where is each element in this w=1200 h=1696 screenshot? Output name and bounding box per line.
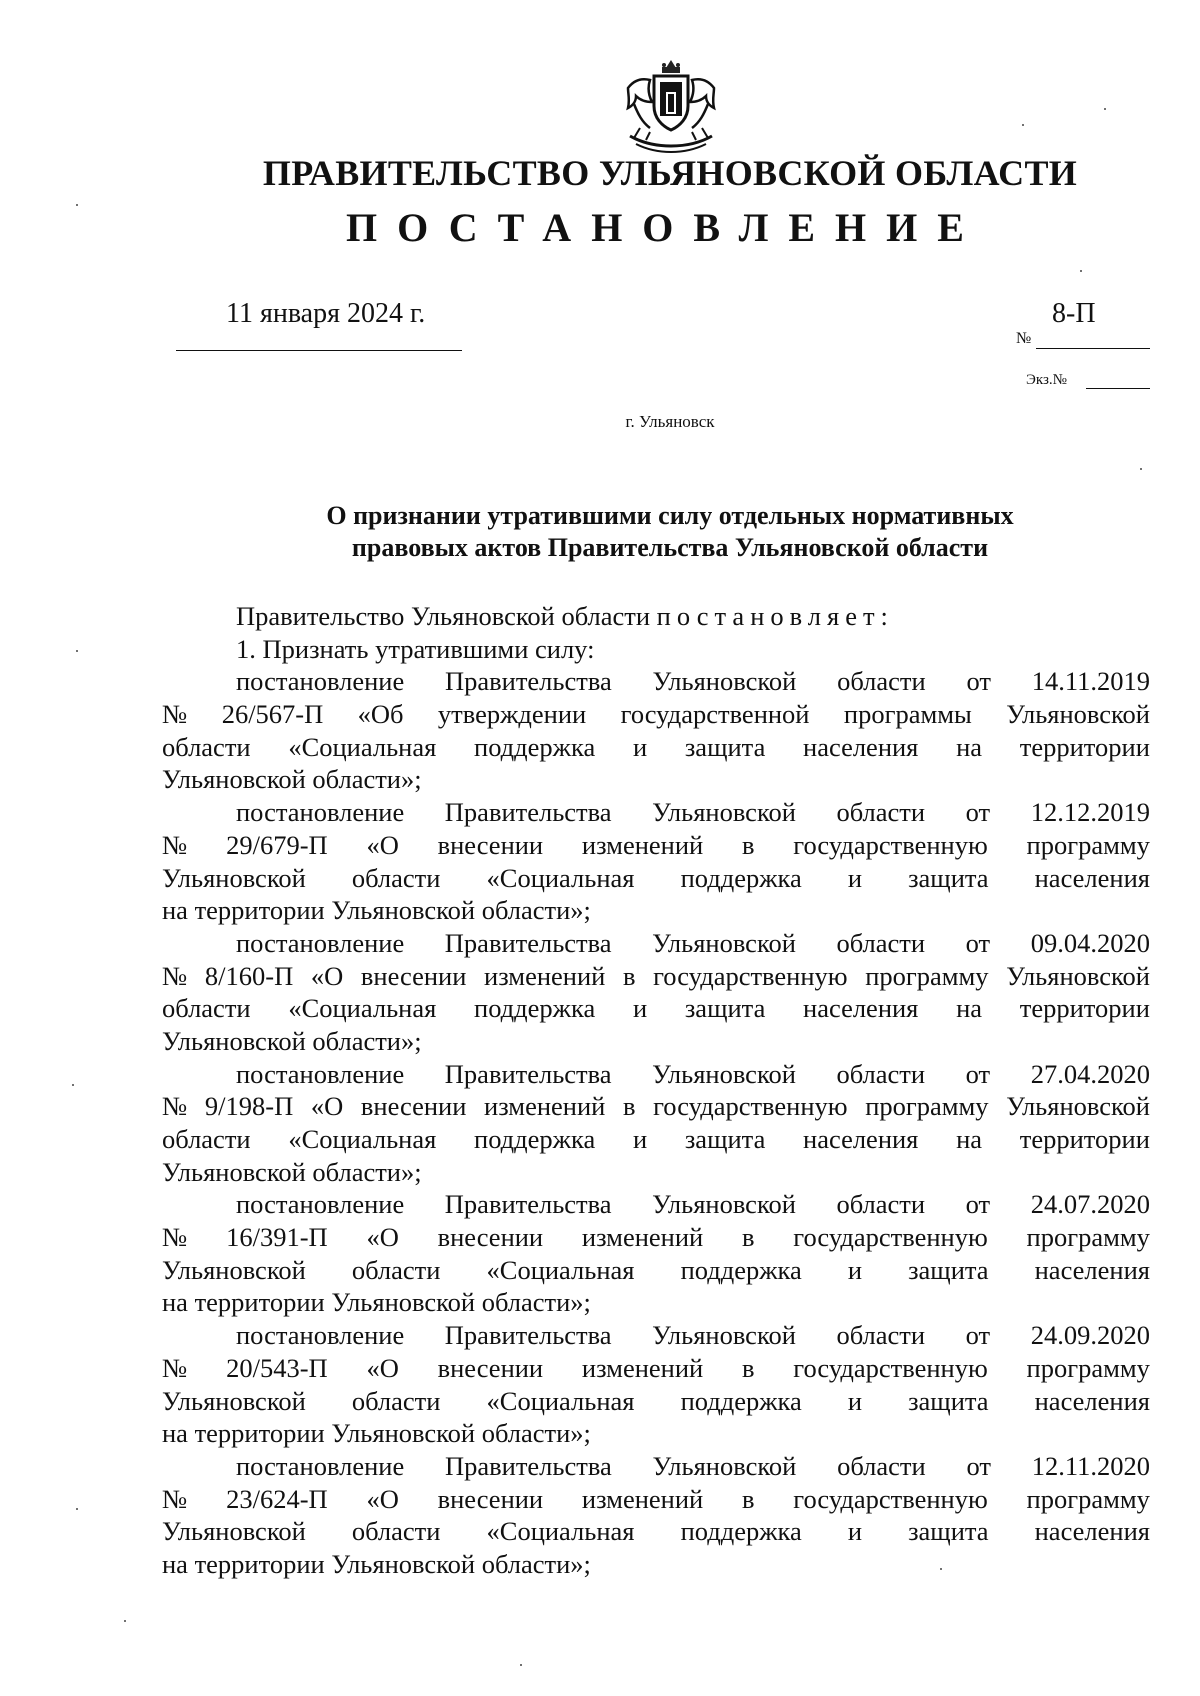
word: государственную bbox=[653, 1091, 848, 1122]
word: изменений bbox=[581, 829, 704, 860]
word: «О bbox=[366, 1222, 399, 1253]
word: населения bbox=[803, 1124, 919, 1154]
scan-speck bbox=[1140, 468, 1142, 470]
repealed-act-item bbox=[162, 927, 1150, 1058]
word: «Социальная bbox=[288, 731, 437, 762]
word: государственную bbox=[793, 1222, 988, 1253]
word: на bbox=[956, 1124, 983, 1154]
last-line: Ульяновской области»; bbox=[162, 1156, 422, 1187]
word: внесении bbox=[360, 1091, 467, 1122]
preamble bbox=[162, 600, 1150, 633]
word: постановление bbox=[236, 1189, 405, 1220]
word: поддержка bbox=[474, 1124, 596, 1154]
word: внесении bbox=[360, 960, 467, 991]
justified-line bbox=[162, 1221, 1150, 1254]
subject-line: О признании утратившими силу отдельных нормативных bbox=[326, 501, 1014, 530]
word: населения bbox=[1034, 1254, 1150, 1285]
government-title: ПРАВИТЕЛЬСТВО УЛЬЯНОВСКОЙ ОБЛАСТИ bbox=[262, 153, 1078, 193]
word: территории bbox=[1019, 993, 1150, 1024]
word: на bbox=[956, 731, 983, 762]
word: «О bbox=[366, 1483, 399, 1514]
word: населения bbox=[1034, 1385, 1150, 1416]
word: «О bbox=[366, 1352, 399, 1383]
word: территории bbox=[1019, 1124, 1150, 1154]
justified-line bbox=[162, 1385, 1150, 1418]
word: изменений bbox=[581, 1483, 704, 1514]
word: Ульяновской bbox=[652, 1450, 797, 1481]
word: поддержка bbox=[680, 1385, 802, 1416]
word: населения bbox=[1034, 1516, 1150, 1547]
word: области bbox=[351, 1516, 441, 1547]
word: государственную bbox=[793, 1483, 988, 1514]
repealed-acts-list bbox=[162, 665, 1150, 1580]
word: «Социальная bbox=[486, 1516, 635, 1547]
word: государственную bbox=[653, 960, 848, 991]
city-name: г. Ульяновск bbox=[625, 412, 715, 431]
justified-line bbox=[162, 1090, 1150, 1123]
word: поддержка bbox=[474, 731, 596, 762]
word: защита bbox=[908, 1516, 989, 1547]
word: Ульяновской bbox=[1006, 1091, 1150, 1122]
justified-line bbox=[162, 1319, 1150, 1352]
word: «Социальная bbox=[486, 1254, 635, 1285]
word: Ульяновской bbox=[652, 1320, 796, 1351]
word: поддержка bbox=[680, 1516, 802, 1547]
word: области bbox=[836, 797, 926, 828]
date-underline bbox=[176, 350, 462, 351]
word: программу bbox=[1026, 829, 1150, 860]
word: населения bbox=[803, 731, 919, 762]
justified-line bbox=[162, 1450, 1150, 1483]
last-line: на территории Ульяновской области»; bbox=[162, 1418, 591, 1449]
word: области bbox=[351, 1385, 441, 1416]
word: области bbox=[836, 1320, 926, 1351]
word: 09.04.2020 bbox=[1030, 927, 1150, 958]
scan-speck bbox=[1104, 108, 1106, 110]
word: программу bbox=[1026, 1483, 1150, 1514]
justified-line bbox=[162, 1058, 1150, 1091]
word: «О bbox=[310, 1091, 344, 1122]
word: территории bbox=[1019, 731, 1150, 762]
word: поддержка bbox=[474, 993, 596, 1024]
word: 16/391-П bbox=[226, 1222, 328, 1253]
word: № bbox=[162, 1222, 188, 1253]
copy-number-label: Экз.№ bbox=[1026, 372, 1067, 388]
word: государственную bbox=[793, 829, 988, 860]
word: постановление bbox=[236, 927, 405, 958]
word: 8/160-П bbox=[204, 960, 294, 991]
number-sign-label: № bbox=[1016, 330, 1032, 347]
word: изменений bbox=[581, 1352, 704, 1383]
justified-line bbox=[162, 731, 1150, 764]
word: Ульяновской bbox=[162, 862, 306, 893]
word: 12.12.2019 bbox=[1030, 797, 1150, 828]
word: Правительства bbox=[445, 666, 612, 697]
word: области bbox=[836, 1058, 926, 1089]
word: от bbox=[965, 1058, 991, 1089]
word: области bbox=[837, 666, 926, 697]
word: Ульяновской bbox=[162, 1385, 306, 1416]
word: Ульяновской bbox=[652, 666, 797, 697]
word: 12.11.2020 bbox=[1031, 1450, 1150, 1481]
word: постановление bbox=[236, 1320, 405, 1351]
word: от bbox=[966, 1450, 991, 1481]
word: области bbox=[351, 862, 441, 893]
word: защита bbox=[908, 1385, 989, 1416]
word: области bbox=[351, 1254, 441, 1285]
word: 27.04.2020 bbox=[1030, 1058, 1150, 1089]
word: Ульяновской bbox=[652, 797, 796, 828]
justified-line bbox=[162, 698, 1150, 731]
word: постановление bbox=[236, 797, 405, 828]
word: области bbox=[162, 731, 251, 762]
word: Ульяновской bbox=[1006, 699, 1150, 730]
word: № bbox=[162, 829, 188, 860]
word: в bbox=[741, 829, 755, 860]
document-body bbox=[162, 600, 1150, 1581]
word: изменений bbox=[484, 1091, 606, 1122]
justified-line bbox=[162, 1188, 1150, 1221]
word: Ульяновской bbox=[652, 1058, 796, 1089]
scan-speck bbox=[76, 204, 78, 206]
document-date: 11 января 2024 г. bbox=[226, 298, 426, 329]
coat-of-arms-icon bbox=[620, 58, 722, 156]
word: области bbox=[836, 927, 926, 958]
word: в bbox=[622, 960, 636, 991]
word: поддержка bbox=[680, 1254, 802, 1285]
word: области bbox=[162, 993, 251, 1024]
word: постановление bbox=[236, 1058, 405, 1089]
word: «О bbox=[310, 960, 344, 991]
justified-line bbox=[162, 862, 1150, 895]
last-line: на территории Ульяновской области»; bbox=[162, 1548, 591, 1579]
last-line: Ульяновской области»; bbox=[162, 764, 422, 795]
scan-speck bbox=[72, 1084, 74, 1086]
word: внесении bbox=[437, 1483, 544, 1514]
justified-line bbox=[162, 1254, 1150, 1287]
point-1: 1. Признать утратившими силу: bbox=[236, 633, 595, 664]
justified-line bbox=[162, 992, 1150, 1025]
word: Ульяновской bbox=[162, 1516, 306, 1547]
document-number: 8-П bbox=[1052, 298, 1096, 329]
word: № bbox=[162, 960, 188, 991]
repealed-act-item bbox=[162, 1319, 1150, 1450]
copy-number-underline bbox=[1086, 388, 1150, 389]
word: защита bbox=[908, 862, 989, 893]
justified-line bbox=[162, 829, 1150, 862]
word: «О bbox=[366, 829, 399, 860]
word: Ульяновской bbox=[1006, 960, 1150, 991]
word: в bbox=[741, 1352, 755, 1383]
word: в bbox=[622, 1091, 636, 1122]
preamble-verb: постановляет: bbox=[656, 601, 894, 631]
word: и bbox=[847, 1385, 863, 1416]
word: и bbox=[847, 862, 863, 893]
word: 26/567-П bbox=[221, 699, 324, 730]
word: и bbox=[632, 731, 648, 762]
scan-speck bbox=[940, 1568, 942, 1570]
justified-line bbox=[162, 927, 1150, 960]
subject-line: правовых актов Правительства Ульяновской области bbox=[351, 533, 989, 562]
word: в bbox=[741, 1483, 755, 1514]
word: в bbox=[741, 1222, 755, 1253]
word: «Социальная bbox=[288, 993, 437, 1024]
word: Ульяновской bbox=[652, 927, 796, 958]
word: программу bbox=[1026, 1352, 1150, 1383]
word: государственную bbox=[793, 1352, 988, 1383]
word: 23/624-П bbox=[226, 1483, 328, 1514]
word: «Об bbox=[357, 699, 404, 730]
word: программу bbox=[865, 960, 989, 991]
word: на bbox=[956, 993, 983, 1024]
word: постановление bbox=[236, 1450, 405, 1481]
justified-line bbox=[162, 1483, 1150, 1516]
repealed-act-item bbox=[162, 1450, 1150, 1581]
word: 29/679-П bbox=[226, 829, 328, 860]
repealed-act-item bbox=[162, 1188, 1150, 1319]
word: постановление bbox=[236, 666, 405, 697]
document-subject bbox=[240, 500, 1100, 564]
repealed-act-item bbox=[162, 665, 1150, 796]
scan-speck bbox=[520, 1664, 522, 1666]
word: программу bbox=[1026, 1222, 1150, 1253]
scan-speck bbox=[1080, 270, 1082, 272]
word: внесении bbox=[437, 1222, 544, 1253]
word: 9/198-П bbox=[204, 1091, 294, 1122]
word: внесении bbox=[437, 1352, 544, 1383]
word: защита bbox=[684, 993, 766, 1024]
document-type-title: ПОСТАНОВЛЕНИЕ bbox=[346, 205, 984, 250]
word: программы bbox=[843, 699, 972, 730]
word: защита bbox=[908, 1254, 989, 1285]
word: «Социальная bbox=[486, 862, 635, 893]
word: № bbox=[162, 1352, 188, 1383]
word: № bbox=[162, 1091, 188, 1122]
justified-line bbox=[162, 665, 1150, 698]
word: и bbox=[847, 1516, 863, 1547]
repealed-act-item bbox=[162, 796, 1150, 927]
word: области bbox=[837, 1450, 926, 1481]
word: Правительства bbox=[444, 1058, 612, 1089]
word: утверждении bbox=[437, 699, 587, 730]
word: поддержка bbox=[680, 862, 802, 893]
justified-line bbox=[162, 1515, 1150, 1548]
word: «Социальная bbox=[288, 1124, 437, 1154]
word: 20/543-П bbox=[226, 1352, 328, 1383]
justified-line bbox=[162, 1352, 1150, 1385]
word: Правительства bbox=[444, 1189, 612, 1220]
word: защита bbox=[684, 1124, 766, 1154]
word: защита bbox=[684, 731, 766, 762]
preamble-text: Правительство Ульяновской области bbox=[236, 601, 651, 631]
word: № bbox=[162, 1483, 188, 1514]
last-line: на территории Ульяновской области»; bbox=[162, 895, 591, 926]
word: населения bbox=[803, 993, 919, 1024]
word: 14.11.2019 bbox=[1031, 666, 1150, 697]
scan-speck bbox=[76, 1508, 78, 1510]
last-line: на территории Ульяновской области»; bbox=[162, 1287, 591, 1318]
word: государственной bbox=[620, 699, 810, 730]
word: от bbox=[965, 927, 991, 958]
scan-speck bbox=[1022, 124, 1024, 126]
word: от bbox=[965, 1320, 991, 1351]
justified-line bbox=[162, 1123, 1150, 1156]
justified-line bbox=[162, 796, 1150, 829]
number-underline bbox=[1036, 348, 1150, 349]
word: и bbox=[632, 1124, 648, 1154]
word: 24.07.2020 bbox=[1030, 1189, 1150, 1220]
word: 24.09.2020 bbox=[1030, 1320, 1150, 1351]
word: изменений bbox=[484, 960, 606, 991]
justified-line bbox=[162, 960, 1150, 993]
scan-speck bbox=[76, 650, 78, 652]
word: и bbox=[847, 1254, 863, 1285]
word: программу bbox=[865, 1091, 989, 1122]
last-line: Ульяновской области»; bbox=[162, 1025, 422, 1056]
repealed-act-item bbox=[162, 1058, 1150, 1189]
word: Правительства bbox=[445, 1450, 612, 1481]
word: от bbox=[965, 797, 991, 828]
word: от bbox=[965, 1189, 991, 1220]
word: Ульяновской bbox=[652, 1189, 796, 1220]
word: Правительства bbox=[444, 797, 612, 828]
word: № bbox=[162, 699, 188, 730]
word: области bbox=[836, 1189, 926, 1220]
word: области bbox=[162, 1124, 251, 1154]
word: и bbox=[632, 993, 648, 1024]
word: Правительства bbox=[444, 1320, 612, 1351]
word: от bbox=[966, 666, 991, 697]
word: Правительства bbox=[444, 927, 612, 958]
word: «Социальная bbox=[486, 1385, 635, 1416]
word: изменений bbox=[581, 1222, 704, 1253]
word: внесении bbox=[437, 829, 544, 860]
word: населения bbox=[1034, 862, 1150, 893]
scan-speck bbox=[124, 1620, 126, 1622]
word: Ульяновской bbox=[162, 1254, 306, 1285]
